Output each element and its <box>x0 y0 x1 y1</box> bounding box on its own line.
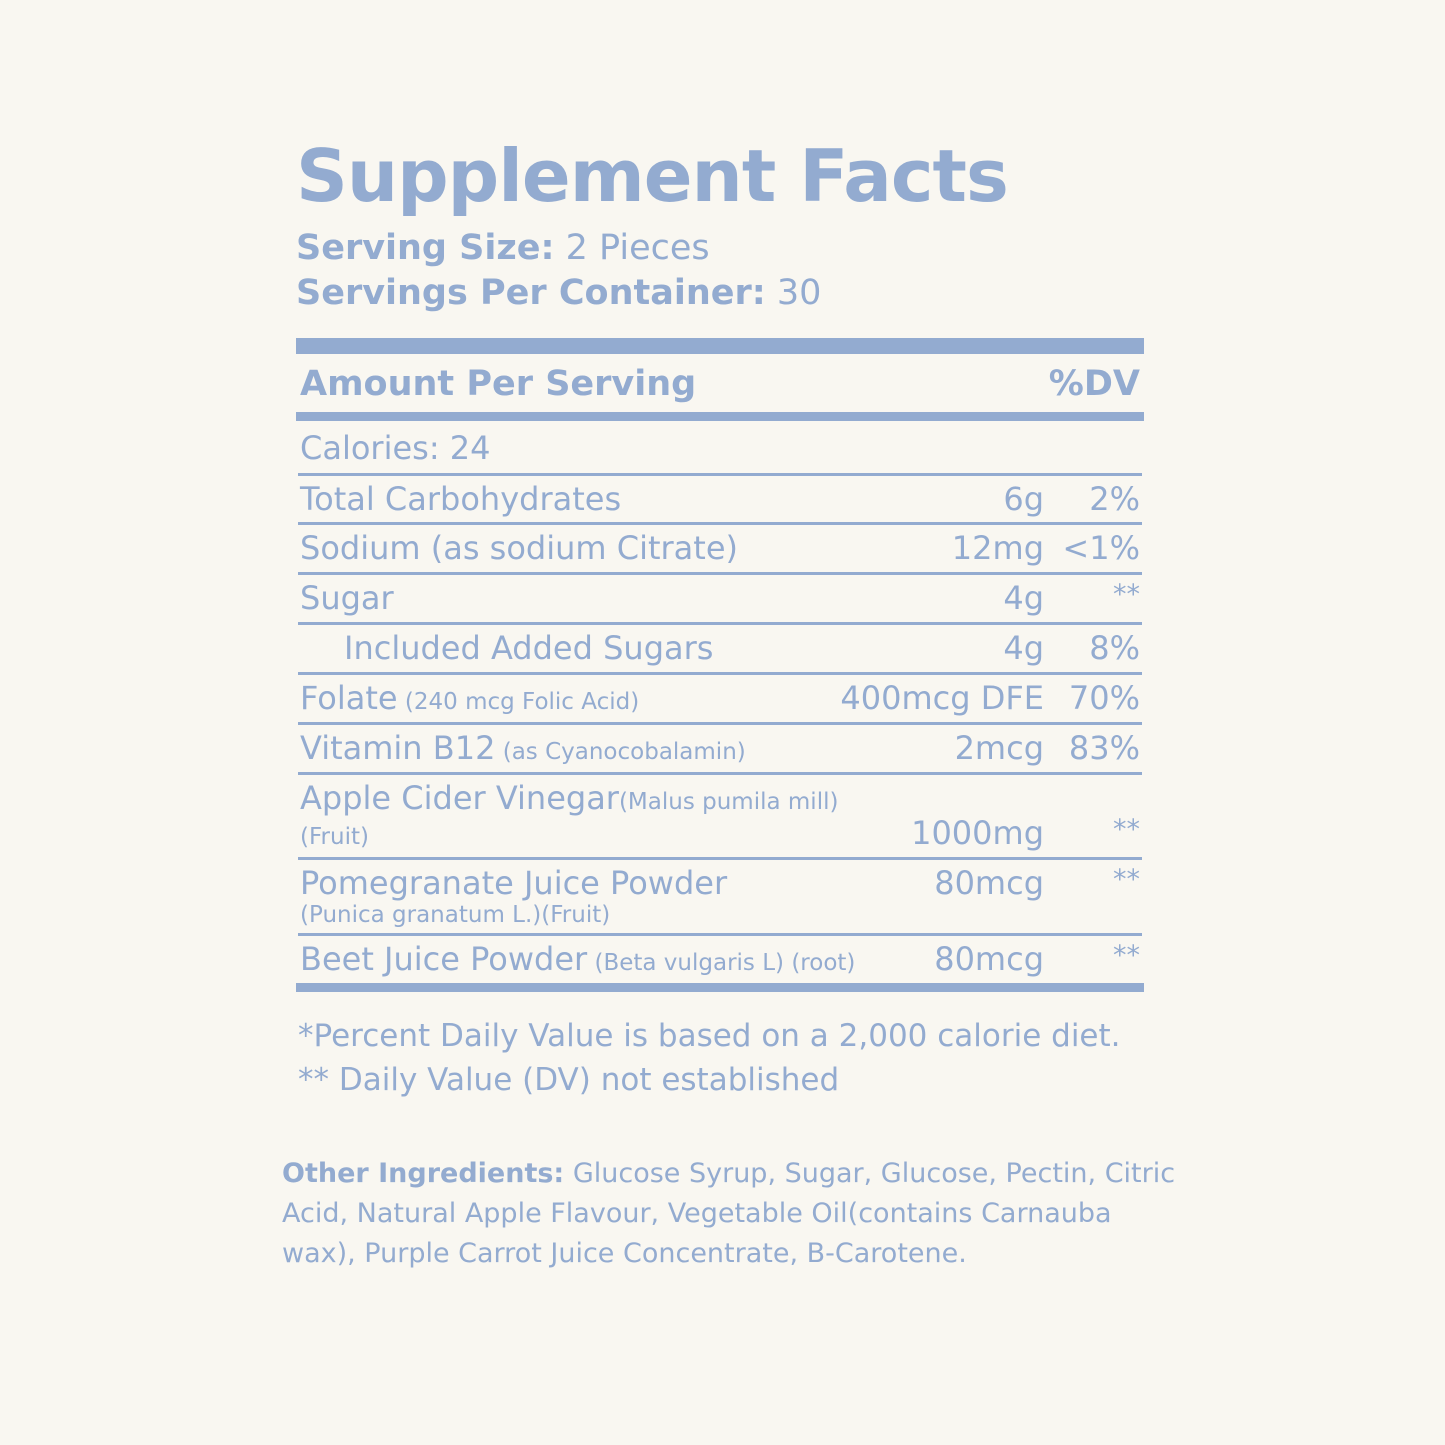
table-row <box>296 625 1144 672</box>
divider-header <box>296 412 1144 421</box>
nutrient-name <box>300 678 832 717</box>
footnote-daily-value: *Percent Daily Value is based on a 2,000 calorie diet. <box>298 1018 1121 1055</box>
amount-per-serving-header: Amount Per Serving <box>300 363 697 404</box>
table-row <box>296 575 1144 622</box>
table-row <box>296 725 1144 772</box>
nutrient-amount: 6g <box>1003 479 1044 518</box>
nutrient-name-sub: (as Cyanocobalamin) <box>495 738 746 765</box>
page-title: Supplement Facts <box>296 134 1008 218</box>
nutrient-dv: 70% <box>1068 678 1140 717</box>
nutrient-dv: <1% <box>1062 529 1140 568</box>
nutrient-name-main: Beet Juice Powder <box>300 940 588 979</box>
nutrient-name: Sugar <box>300 579 394 618</box>
nutrient-name-sub: (Punica granatum L.)(Fruit) <box>300 902 611 929</box>
table-row <box>296 936 1144 983</box>
divider-bottom <box>296 983 1144 992</box>
nutrient-name-sub: (Malus pumila mill)(Fruit) <box>300 788 839 851</box>
nutrient-amount: 12mg <box>951 529 1044 568</box>
table-header-row <box>296 354 1144 412</box>
nutrient-name <box>300 942 926 978</box>
nutrient-dv: ** <box>1113 864 1140 896</box>
nutrient-name-main: Apple Cider Vinegar <box>300 778 619 817</box>
servings-per-container-value: 30 <box>776 272 822 313</box>
nutrient-dv: 2% <box>1089 479 1140 518</box>
nutrient-dv: ** <box>1113 940 1140 972</box>
nutrient-name-main: Folate <box>300 678 398 717</box>
servings-per-container-label: Servings Per Container: <box>296 272 766 313</box>
nutrient-amount: 80mcg <box>934 940 1044 979</box>
nutrient-name: Included Added Sugars <box>344 629 714 668</box>
nutrient-dv: 83% <box>1068 728 1140 767</box>
nutrient-name: Sodium (as sodium Citrate) <box>300 529 738 568</box>
nutrient-name-sub: (240 mcg Folic Acid) <box>397 688 640 715</box>
table-row <box>296 476 1144 523</box>
divider-top <box>296 338 1144 354</box>
serving-size-value: 2 Pieces <box>565 228 710 268</box>
nutrient-name <box>300 728 947 767</box>
nutrient-name-main: Vitamin B12 <box>300 728 496 767</box>
nutrient-dv: 8% <box>1089 629 1140 668</box>
nutrient-name: Total Carbohydrates <box>300 479 622 518</box>
serving-size <box>296 226 1144 271</box>
nutrient-name <box>300 866 926 928</box>
nutrient-amount: 1000mg <box>911 814 1044 853</box>
nutrient-amount: 400mcg DFE <box>840 678 1044 717</box>
other-ingredients-text: Glucose Syrup, Sugar, Glucose, Pectin, Citric Acid, Natural Apple Flavour, Vegetable Oil(contains Carnauba wax), Purple Carrot Juice Concentrate, B-Carotene. <box>282 1158 1176 1269</box>
footnote-dv-not-established: ** Daily Value (DV) not established <box>298 1062 840 1099</box>
servings-per-container <box>296 271 1144 316</box>
nutrient-dv: ** <box>1113 814 1140 846</box>
nutrient-amount: 4g <box>1003 579 1044 618</box>
other-ingredients-label: Other Ingredients: <box>282 1158 565 1190</box>
nutrient-dv: ** <box>1113 579 1140 611</box>
supplement-facts-panel <box>282 134 1176 1273</box>
table-row <box>296 675 1144 722</box>
nutrient-name-sub: (Beta vulgaris L) (root) <box>587 950 856 977</box>
nutrient-name <box>300 778 903 853</box>
calories-row: Calories: 24 <box>300 428 491 467</box>
serving-size-label: Serving Size: <box>296 228 555 268</box>
nutrient-amount: 4g <box>1003 629 1044 668</box>
other-ingredients <box>282 1154 1192 1273</box>
nutrient-amount: 80mcg <box>934 864 1044 903</box>
table-row <box>296 525 1144 572</box>
nutrient-name-main: Pomegranate Juice Powder <box>300 864 728 903</box>
footnotes <box>296 1014 1144 1102</box>
nutrient-amount: 2mcg <box>954 728 1044 767</box>
table-row <box>296 775 1144 858</box>
table-row <box>296 860 1144 933</box>
dv-header: %DV <box>1048 363 1140 404</box>
